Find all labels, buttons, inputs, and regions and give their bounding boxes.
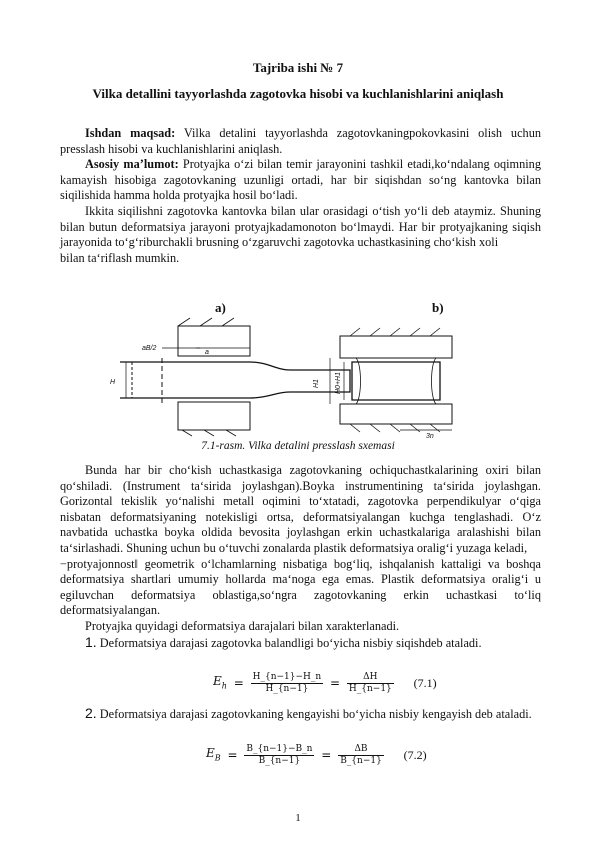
upper-die-a (178, 326, 250, 356)
dim-label-a: a (205, 349, 209, 356)
basic-info-text: Protyajka o‘zi bilan temir jarayonini tashkil etadi,ko‘ndalang oqimning kamayish hisobiga zagotovkaning uzunligi ortadi, har bir siqishdan so‘ng kantovka bilan siqilishida hamma holda protyajka hosil bo‘ladi. (60, 157, 541, 203)
dim-label-ln: 3n (426, 433, 434, 440)
formula-7-1: $E_h$ = $\frac{H\_\{n-1\}-H\_n}{H\_\{n-1\}}$ = $\frac{\Delta H}{H\_\{n-1\}}$ (7.1) (213, 672, 437, 694)
formula-1-fraction-2: $\frac{\Delta H}{H\_\{n-1\}}$ (348, 672, 392, 694)
figure-label-a: a) (215, 300, 226, 315)
list-item-2 (60, 706, 541, 723)
scheme-b (330, 328, 452, 432)
formula-1-fraction-1: $\frac{H\_\{n-1\}-H\_n}{H\_\{n-1\}}$ (252, 672, 322, 694)
definition-tail: bilan ta‘riflash mumkin. (60, 250, 180, 265)
purpose-label: Ishdan maqsad: (85, 126, 176, 140)
formula-7-2: $E_B$ = $\frac{B\_\{n-1\}-B\_n}{B\_\{n-1\}}$ = $\frac{\Delta B}{B\_\{n-1\}}$ (7.2) (206, 744, 427, 766)
purpose-text: Vilka detalini tayyorlashda zagotovkaningpokovkasini olish uchun presslash hisobi va kuchlanishlarini aniqlash. (60, 126, 541, 156)
lower-die-a (178, 402, 250, 430)
body-paragraph-3: Protyajka quyidagi deformatsiya darajalari bilan xarakterlanadi. (85, 618, 400, 633)
formula-2-fraction-1: $\frac{B\_\{n-1\}-B\_n}{B\_\{n-1\}}$ (246, 744, 313, 766)
body-paragraph-2: −protyajonnost‖ geometrik o‘lchamlarning nisbatiga bog‘liq, ishqalanish kattaligi va boshqa deformatsiya shartlari umumiy hollarda ma‘noga ega emas. Plastik deformatsiya oralig‘i u egiluvchan deformatsiya oblastiga,so‘ngra zagotovkaning erkin uchastkasi to‘liq deformatsiyalangan. (60, 556, 541, 618)
purpose-paragraph (60, 126, 541, 157)
basic-info-label: Asosiy ma’lumot: (85, 157, 179, 172)
list-item-1 (60, 635, 541, 652)
list-item-1-number: 1. (85, 633, 97, 650)
formula-2-fraction-2: $\frac{\Delta B}{B\_\{n-1\}}$ (340, 744, 382, 766)
formula-1-lhs: $E_h$ (213, 673, 227, 690)
figure-label-b: b) (432, 300, 444, 315)
list-item-2-text: Deformatsiya darajasi zagotovkaning kengayishi bo‘yicha nisbiy kengayish deb ataladi. (96, 707, 532, 721)
body-paragraph-1: Bunda har bir cho‘kish uchastkasiga zagotovkaning ochiquchastkalarining oxiri bilan qo‘shiladi. (Instrument ta‘sirida joylashgan).Boyka instrumentining ta‘sirida joylashgan. Gorizontal tekislik yo‘nalishi metall oqimini to‘xtatadi, zagotovka perpendikulyar o‘qiga nisbatan deformatsiyaning notekisligi ortsa, deformatsiyalangan kuchga tenglashadi. O‘z navbatida uchastka boyka oldida bevosita joylashgan erkin uchastkalariga aralashishi bilan ta‘sirlashadi. Shuning uchun bu o‘tuvchi zonalarda plastik deformatsiya oralig‘i yuzaga keladi, (60, 463, 541, 555)
topic-title: Vilka detallini tayyorlashda zagotovka hisobi va kuchlanishlarini aniqlash (92, 86, 504, 101)
basic-info-paragraph (60, 157, 541, 204)
definition-paragraph: Ikkita siqilishni zagotovka kantovka bilan ular orasidagi o‘tish yo‘li deb ataymiz. Shuning bilan butun deformatsiya jarayoni protyajkadamonoton bo‘lmaydi. Har bir protyajkaning siqish jarayonida to‘g‘riburchakli brusning o‘zgaruvchi zagotovka uchastkasining cho‘kish xoli (60, 203, 541, 250)
scheme-a (120, 318, 350, 436)
lower-die-b (340, 404, 452, 424)
page-number: 1 (295, 812, 301, 824)
figure-caption: 7.1-rasm. Vilka detalini presslash sxemasi (201, 440, 395, 452)
upper-die-b (340, 336, 452, 358)
formula-2-tag: (7.2) (403, 747, 427, 762)
formula-1-tag: (7.1) (413, 675, 437, 690)
lab-title: Tajriba ishi № 7 (252, 60, 344, 75)
pressing-scheme-figure (100, 318, 490, 440)
intro-section (60, 126, 541, 266)
workpiece-b (352, 362, 440, 400)
dim-label-h: H (110, 379, 116, 386)
dim-label-ab2: aB/2 (142, 345, 157, 352)
dim-label-hb: H0+H1 (335, 372, 342, 394)
list-item-2-number: 2. (85, 705, 97, 721)
dim-label-h1: H1 (313, 379, 320, 388)
body-section (60, 463, 541, 651)
formula-2-lhs: $E_B$ (206, 745, 221, 762)
list-item-1-text: Deformatsiya darajasi zagotovka balandligi bo‘yicha nisbiy siqishdeb ataladi. (96, 635, 482, 650)
